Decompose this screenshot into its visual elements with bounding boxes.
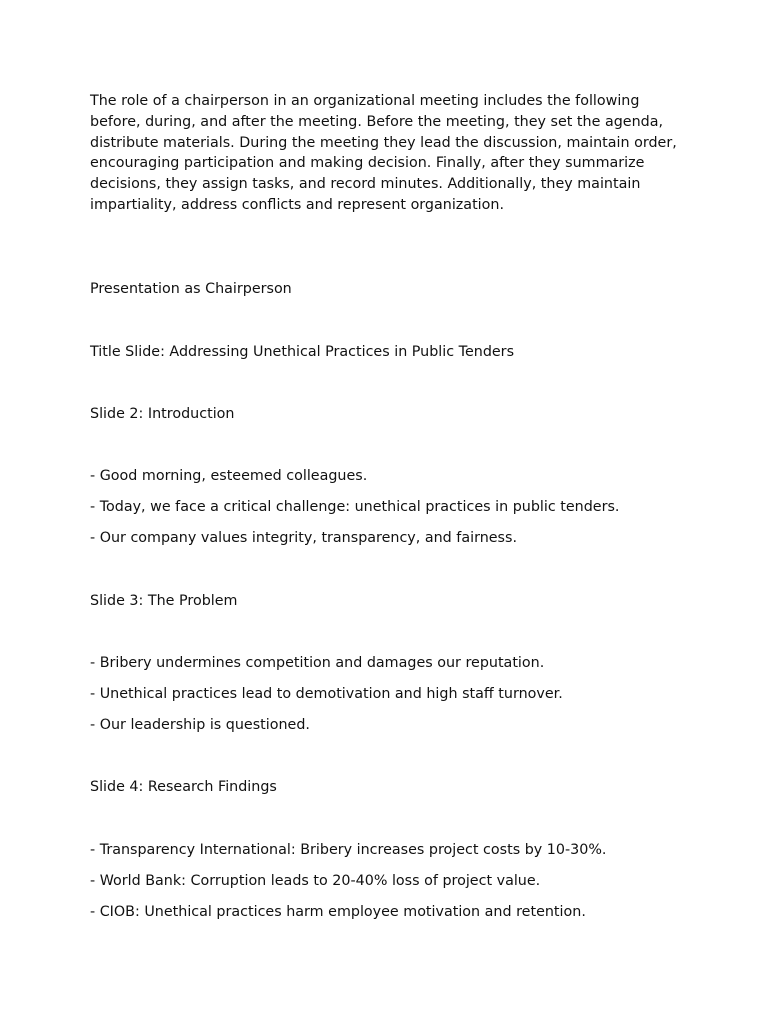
intro-paragraph: The role of a chairperson in an organizational meeting includes the following before, during, and after the meeting. Before the meeting, they set the agenda, distribute materials. During the meeting they lead the discussion, maintain order, encouraging participation and making decision. Finally, after they summarize decisions, they assign tasks, and record minutes. Additionally, they maintain impartiality, address conflicts and represent organization. — [90, 93, 677, 213]
slide4-bullet-1: - Transparency International: Bribery increases project costs by 10-30%. — [90, 842, 607, 858]
title-slide-line: Title Slide: Addressing Unethical Practices in Public Tenders — [90, 344, 515, 360]
slide2-bullet-3: - Our company values integrity, transparency, and fairness. — [90, 530, 517, 546]
slide4-bullet-2: - World Bank: Corruption leads to 20-40% loss of project value. — [90, 873, 541, 889]
section-heading: Presentation as Chairperson — [90, 281, 292, 297]
slide2-bullet-1: - Good morning, esteemed colleagues. — [90, 468, 368, 484]
slide4-heading: Slide 4: Research Findings — [90, 779, 277, 795]
slide2-bullet-2: - Today, we face a critical challenge: unethical practices in public tenders. — [90, 499, 620, 515]
slide3-bullet-3: - Our leadership is questioned. — [90, 717, 310, 733]
slide2-heading: Slide 2: Introduction — [90, 406, 235, 422]
slide3-bullet-2: - Unethical practices lead to demotivation and high staff turnover. — [90, 686, 563, 702]
slide3-bullet-1: - Bribery undermines competition and damages our reputation. — [90, 655, 545, 671]
slide4-bullet-3: - CIOB: Unethical practices harm employee motivation and retention. — [90, 904, 586, 920]
slide3-heading: Slide 3: The Problem — [90, 593, 238, 609]
